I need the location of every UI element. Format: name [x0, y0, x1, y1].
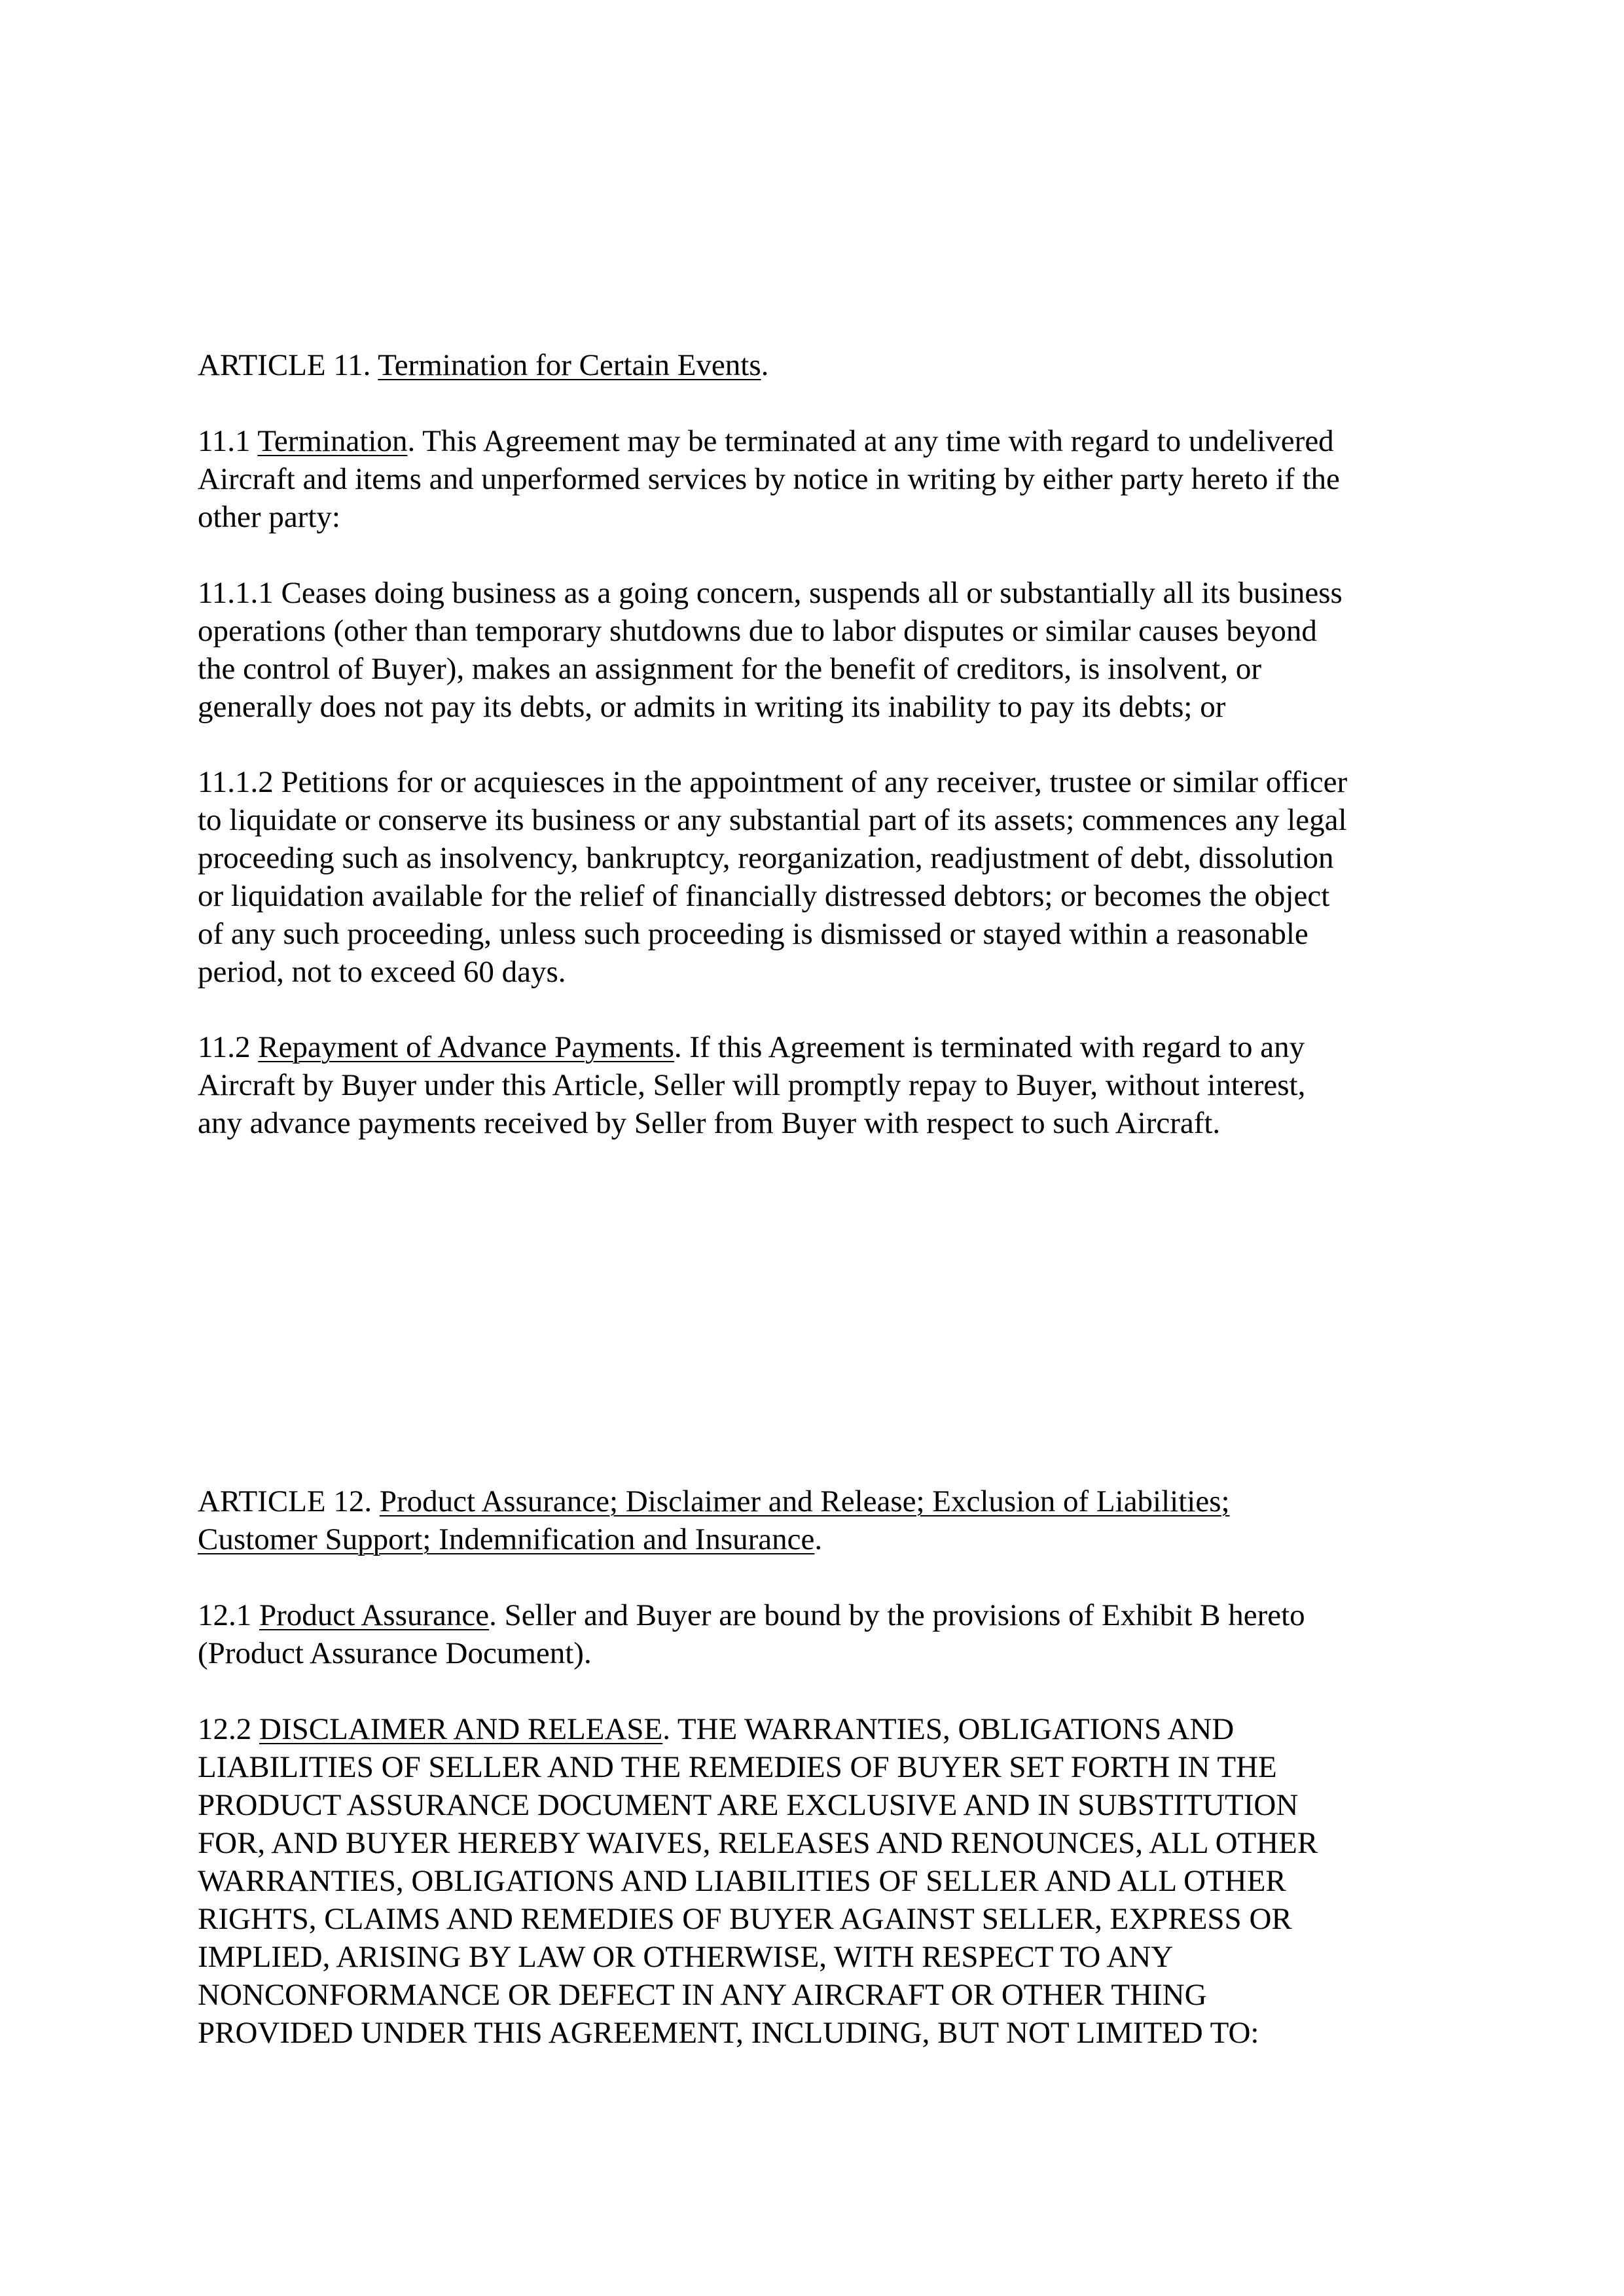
- section-12-2-line2: LIABILITIES OF SELLER AND THE REMEDIES OF BUYER SET FORTH IN THE: [198, 1750, 1277, 1784]
- section-12-2-title: DISCLAIMER AND RELEASE: [259, 1712, 663, 1746]
- section-11-1-2-line1: 11.1.2 Petitions for or acquiesces in the appointment of any receiver, trustee or similar officer: [198, 765, 1348, 799]
- section-11-2-line2: Aircraft by Buyer under this Article, Seller will promptly repay to Buyer, without interest,: [198, 1068, 1306, 1102]
- section-11-1: [198, 422, 1461, 536]
- section-12-2-line9: PROVIDED UNDER THIS AGREEMENT, INCLUDING, BUT NOT LIMITED TO:: [198, 2016, 1259, 2050]
- article-12-suffix: .: [814, 1522, 823, 1556]
- article-11-suffix: .: [761, 348, 769, 382]
- section-11-1-1-line2: operations (other than temporary shutdowns due to labor disputes or similar causes beyond: [198, 614, 1317, 648]
- section-12-2-line5: WARRANTIES, OBLIGATIONS AND LIABILITIES OF SELLER AND ALL OTHER: [198, 1864, 1286, 1898]
- section-11-1-1: [198, 574, 1461, 726]
- article-11-heading: [198, 346, 1461, 384]
- section-12-1-number: 12.1: [198, 1598, 259, 1632]
- article-12-title-line1: Product Assurance; Disclaimer and Release; Exclusion of Liabilities;: [379, 1484, 1230, 1518]
- section-11-1-number: 11.1: [198, 424, 258, 458]
- section-11-1-line2: Aircraft and items and unperformed services by notice in writing by either party hereto if the: [198, 462, 1340, 496]
- section-12-1: [198, 1596, 1461, 1672]
- section-11-1-title: Termination: [257, 424, 408, 458]
- section-11-1-2-line5: of any such proceeding, unless such proceeding is dismissed or stayed within a reasonable: [198, 917, 1308, 951]
- article-12-title-line2: Customer Support; Indemnification and Insurance: [198, 1522, 815, 1556]
- section-12-1-line2: (Product Assurance Document).: [198, 1636, 592, 1670]
- section-11-1-2-line3: proceeding such as insolvency, bankruptcy, reorganization, readjustment of debt, dissolution: [198, 841, 1334, 875]
- section-11-2-number: 11.2: [198, 1030, 259, 1064]
- section-11-1-2-line2: to liquidate or conserve its business or any substantial part of its assets; commences any legal: [198, 803, 1347, 837]
- section-12-2-line4: FOR, AND BUYER HEREBY WAIVES, RELEASES AND RENOUNCES, ALL OTHER: [198, 1826, 1318, 1860]
- section-11-1-line1: . This Agreement may be terminated at any time with regard to undelivered: [407, 424, 1334, 458]
- section-12-2-line1: . THE WARRANTIES, OBLIGATIONS AND: [662, 1712, 1235, 1746]
- section-11-1-2-line4: or liquidation available for the relief of financially distressed debtors; or becomes the object: [198, 879, 1330, 913]
- section-11-1-1-line3: the control of Buyer), makes an assignment for the benefit of creditors, is insolvent, or: [198, 652, 1261, 686]
- section-12-2-number: 12.2: [198, 1712, 259, 1746]
- section-11-1-1-line1: 11.1.1 Ceases doing business as a going concern, suspends all or substantially all its business: [198, 576, 1343, 610]
- section-11-1-2-line6: period, not to exceed 60 days.: [198, 955, 566, 989]
- article-12-label: ARTICLE 12.: [198, 1484, 380, 1518]
- section-11-2-line3: any advance payments received by Seller from Buyer with respect to such Aircraft.: [198, 1106, 1221, 1140]
- section-12-1-line1: . Seller and Buyer are bound by the provisions of Exhibit B hereto: [489, 1598, 1305, 1632]
- section-11-1-line3: other party:: [198, 500, 340, 534]
- section-11-2-line1: . If this Agreement is terminated with regard to any: [674, 1030, 1305, 1064]
- section-11-2-title: Repayment of Advance Payments: [258, 1030, 674, 1064]
- section-11-1-1-line4: generally does not pay its debts, or admits in writing its inability to pay its debts; or: [198, 690, 1226, 724]
- section-11-1-2: [198, 763, 1461, 991]
- article-11-title: Termination for Certain Events: [378, 348, 761, 382]
- section-12-2-line8: NONCONFORMANCE OR DEFECT IN ANY AIRCRAFT OR OTHER THING: [198, 1978, 1207, 2012]
- section-11-2: [198, 1028, 1461, 1142]
- section-12-2: [198, 1710, 1461, 2052]
- section-12-2-line3: PRODUCT ASSURANCE DOCUMENT ARE EXCLUSIVE AND IN SUBSTITUTION: [198, 1788, 1299, 1822]
- article-12-heading: [198, 1482, 1461, 1558]
- article-11-label: ARTICLE 11.: [198, 348, 378, 382]
- section-12-2-line7: IMPLIED, ARISING BY LAW OR OTHERWISE, WITH RESPECT TO ANY: [198, 1940, 1174, 1974]
- section-12-1-title: Product Assurance: [259, 1598, 490, 1632]
- section-12-2-line6: RIGHTS, CLAIMS AND REMEDIES OF BUYER AGAINST SELLER, EXPRESS OR: [198, 1902, 1292, 1936]
